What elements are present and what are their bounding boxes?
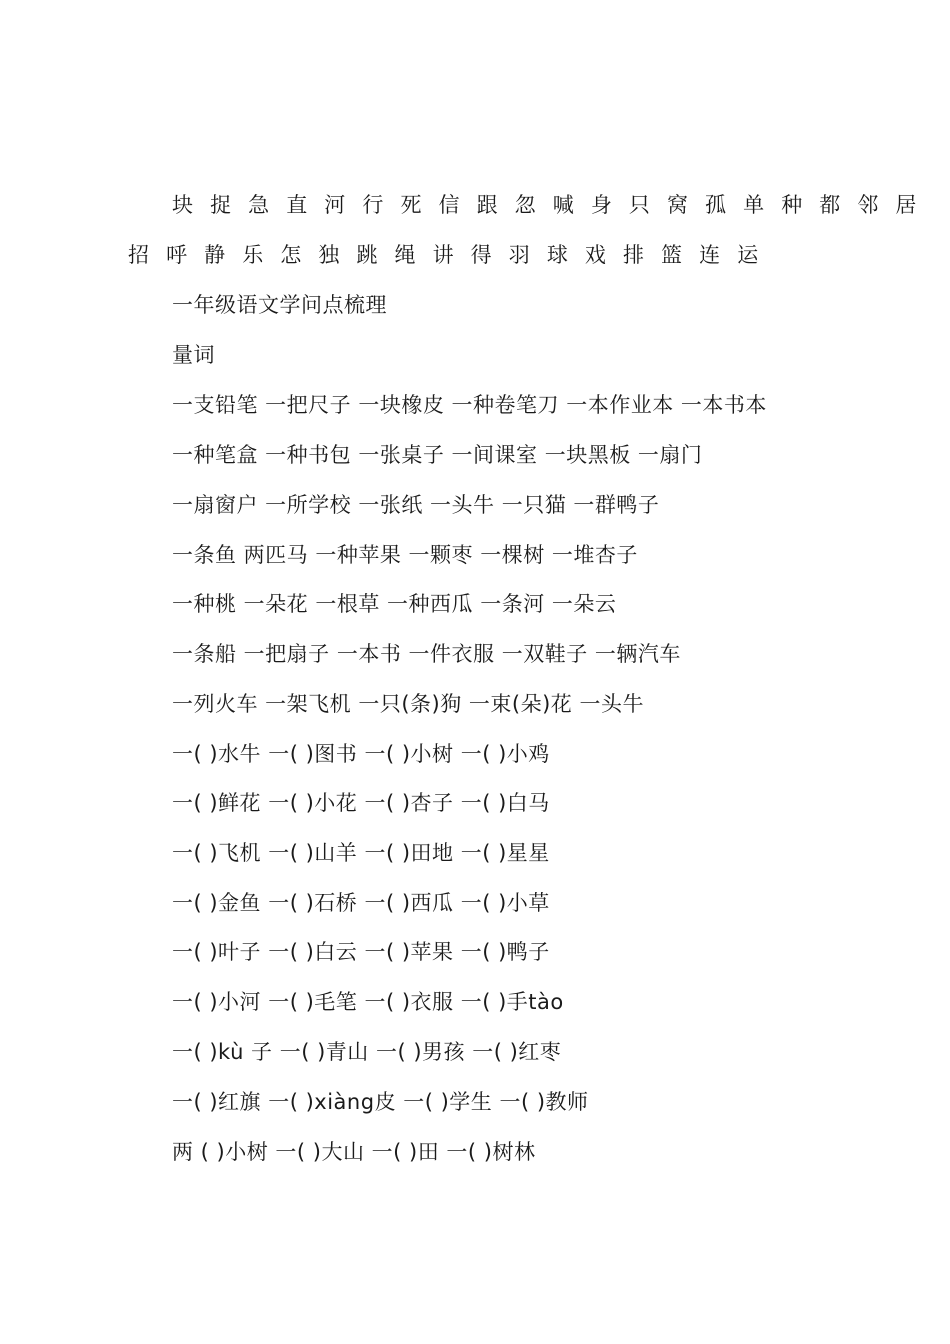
exercise-line: 一( )金鱼 一( )石桥 一( )西瓜 一( )小草	[172, 891, 550, 915]
measure-word-line: 一条鱼 两匹马 一种苹果 一颗枣 一棵树 一堆杏子	[172, 543, 638, 567]
exercise-line: 一( )水牛 一( )图书 一( )小树 一( )小鸡	[172, 742, 550, 766]
measure-word-line: 一扇窗户 一所学校 一张纸 一头牛 一只猫 一群鸭子	[172, 493, 660, 517]
character-list-line-2: 招 呼 静 乐 怎 独 跳 绳 讲 得 羽 球 戏 排 篮 连 运	[128, 243, 764, 267]
document-heading: 一年级语文学问点梳理	[172, 293, 387, 317]
section-title: 量词	[172, 343, 215, 367]
exercise-line: 一( )小河 一( )毛笔 一( )衣服 一( )手tào	[172, 990, 564, 1014]
measure-word-line: 一支铅笔 一把尺子 一块橡皮 一种卷笔刀 一本作业本 一本书本	[172, 393, 767, 417]
exercise-line: 一( )鲜花 一( )小花 一( )杏子 一( )白马	[172, 791, 550, 815]
exercise-line: 一( )红旗 一( )xiàng皮 一( )学生 一( )教师	[172, 1090, 589, 1114]
exercise-line: 一( )飞机 一( )山羊 一( )田地 一( )星星	[172, 841, 550, 865]
exercise-line: 一( )叶子 一( )白云 一( )苹果 一( )鸭子	[172, 940, 550, 964]
measure-word-line: 一种笔盒 一种书包 一张桌子 一间课室 一块黑板 一扇门	[172, 443, 703, 467]
measure-word-line: 一条船 一把扇子 一本书 一件衣服 一双鞋子 一辆汽车	[172, 642, 681, 666]
measure-word-line: 一种桃 一朵花 一根草 一种西瓜 一条河 一朵云	[172, 592, 617, 616]
measure-word-line: 一列火车 一架飞机 一只(条)狗 一束(朵)花 一头牛	[172, 692, 644, 716]
character-list-line-1: 块 捉 急 直 河 行 死 信 跟 忽 喊 身 只 窝 孤 单 种 都 邻 居	[172, 193, 922, 217]
exercise-line: 一( )kù 子 一( )青山 一( )男孩 一( )红枣	[172, 1040, 562, 1064]
exercise-line: 两 ( )小树 一( )大山 一( )田 一( )树林	[172, 1140, 536, 1164]
